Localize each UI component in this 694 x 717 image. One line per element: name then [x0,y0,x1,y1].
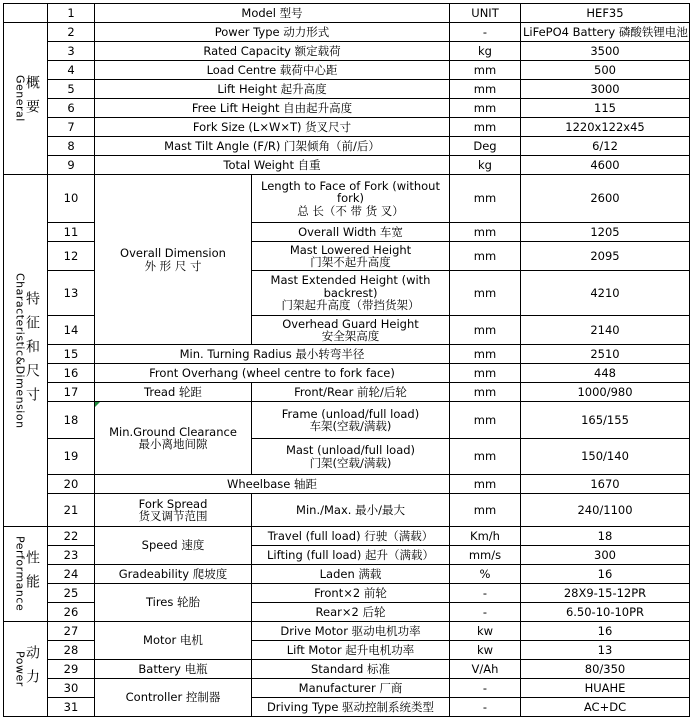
row-number: 5 [48,80,95,99]
row-number: 17 [48,383,95,402]
row-value: 500 [521,61,690,80]
row-label: Mast (unload/full load) 门架(空载/满载) [252,439,450,475]
row-unit: mm [450,118,521,137]
row-label: Standard 标准 [252,660,450,679]
table-row [4,679,690,698]
row-label: Wheelbase 轴距 [95,475,450,494]
row-number: 10 [48,175,95,223]
row-value: 28X9-15-12PR [521,584,690,603]
table-row [4,345,690,364]
table-row [4,61,690,80]
section-performance-en: Performance [13,536,27,612]
row-unit: mm [450,316,521,345]
row-value: 6/12 [521,137,690,156]
row-value: 13 [521,641,690,660]
row-number: 12 [48,242,95,271]
row-number: 18 [48,402,95,439]
table-row [4,80,690,99]
section-general-en: General [13,75,27,122]
table-row [4,156,690,175]
row-label: Manufacturer 厂商 [252,679,450,698]
row-value: 2095 [521,242,690,271]
row-number: 25 [48,584,95,603]
group-label-motor: Motor 电机 [95,622,252,660]
row-label: Power Type 动力形式 [95,23,450,42]
row-number: 21 [48,494,95,527]
row-label: Overall Width 车宽 [252,223,450,242]
row-label: Laden 满载 [252,565,450,584]
row-label: Frame (unload/full load) 车架(空载/满载) [252,402,450,439]
row-label: Front×2 前轮 [252,584,450,603]
row-value: AC+DC [521,698,690,717]
row-value: 165/155 [521,402,690,439]
row-label: Lift Motor 起升电机功率 [252,641,450,660]
row-unit: - [450,698,521,717]
row-value: 2140 [521,316,690,345]
row-value: 300 [521,546,690,565]
row-number: 16 [48,364,95,383]
row-number: 14 [48,316,95,345]
row-value: 240/1100 [521,494,690,527]
table-row [4,175,690,223]
table-row [4,565,690,584]
table-row [4,622,690,641]
row-value: 6.50-10-10PR [521,603,690,622]
row-unit: mm [450,383,521,402]
row-number: 8 [48,137,95,156]
row-number: 3 [48,42,95,61]
row-value: 16 [521,565,690,584]
row-number: 29 [48,660,95,679]
row-label: Min. Turning Radius 最小转弯半径 [95,345,450,364]
row-value: 1220x122x45 [521,118,690,137]
row-number: 9 [48,156,95,175]
section-power-en: Power [13,651,27,687]
row-unit: kg [450,156,521,175]
row-unit: mm [450,175,521,223]
row-unit: mm [450,494,521,527]
row-label: Mast Tilt Angle (F/R) 门架倾角（前/后） [95,137,450,156]
group-label-tires: Tires 轮胎 [95,584,252,622]
row-label: Lifting (full load) 起升（满载） [252,546,450,565]
row-label: Rated Capacity 额定载荷 [95,42,450,61]
model-value[interactable]: HEF35 [521,4,690,23]
section-general [4,23,48,175]
blank-cell [4,4,48,23]
row-number: 23 [48,546,95,565]
row-unit: Km/h [450,527,521,546]
group-label-controller: Controller 控制器 [95,679,252,717]
row-unit: mm [450,439,521,475]
row-number: 2 [48,23,95,42]
row-label: Travel (full load) 行驶（满载） [252,527,450,546]
row-label: Length to Face of Fork (without fork) 总 长（不 带 货 叉） [252,175,450,223]
table-row [4,383,690,402]
group-label-tread: Tread 轮距 [95,383,252,402]
group-label-overall-dimension: Overall Dimension 外 形 尺 寸 [95,175,252,345]
table-row [4,402,690,439]
section-general-cn: 概要 [24,74,40,123]
table-row [4,137,690,156]
row-number: 19 [48,439,95,475]
table-row [4,475,690,494]
group-label-battery: Battery 电瓶 [95,660,252,679]
section-performance-cn: 性能 [24,550,40,598]
row-value: 4600 [521,156,690,175]
row-number: 26 [48,603,95,622]
row-number: 15 [48,345,95,364]
row-unit: - [450,23,521,42]
row-label: Front Overhang (wheel centre to fork face) [95,364,450,383]
row-unit: kw [450,641,521,660]
table-row [4,42,690,61]
row-number: 1 [48,4,95,23]
row-unit: - [450,679,521,698]
table-row [4,118,690,137]
row-unit: mm [450,242,521,271]
row-number: 30 [48,679,95,698]
row-unit: mm [450,99,521,118]
row-value: 4210 [521,271,690,316]
table-row [4,584,690,603]
row-number: 22 [48,527,95,546]
row-unit: - [450,584,521,603]
row-number: 24 [48,565,95,584]
row-label: Rear×2 后轮 [252,603,450,622]
row-number: 6 [48,99,95,118]
row-label: Total Weight 自重 [95,156,450,175]
row-number: 13 [48,271,95,316]
row-unit: mm [450,402,521,439]
row-value: 2600 [521,175,690,223]
table-row [4,494,690,527]
row-label: Load Centre 载荷中心距 [95,61,450,80]
row-label: Lift Height 起升高度 [95,80,450,99]
table-row [4,527,690,546]
section-characteristic [4,175,48,527]
group-label-speed: Speed 速度 [95,527,252,565]
row-number: 7 [48,118,95,137]
row-value: 2510 [521,345,690,364]
section-performance [4,527,48,622]
row-value: 3000 [521,80,690,99]
group-label-gradeability: Gradeability 爬坡度 [95,565,252,584]
row-label: Min./Max. 最小/最大 [252,494,450,527]
row-value: 18 [521,527,690,546]
row-unit: mm [450,475,521,494]
section-characteristic-en: Characteristic&Dimension [13,272,27,429]
row-value: 1205 [521,223,690,242]
group-label-ground-clearance: Min.Ground Clearance 最小离地间隙 [95,402,252,475]
row-value: 115 [521,99,690,118]
row-value: 80/350 [521,660,690,679]
table-row [4,23,690,42]
row-number: 27 [48,622,95,641]
row-label: Fork Size (L×W×T) 货叉尺寸 [95,118,450,137]
row-value: 1670 [521,475,690,494]
row-number: 11 [48,223,95,242]
section-power-cn: 动力 [24,645,40,693]
section-power [4,622,48,717]
row-unit: mm [450,80,521,99]
section-characteristic-cn: 特征和尺寸 [24,290,40,411]
row-number: 4 [48,61,95,80]
row-unit: - [450,603,521,622]
row-unit: mm [450,345,521,364]
row-label: Mast Extended Height (with backrest) 门架起升高度（带挡货架） [252,271,450,316]
table-row [4,660,690,679]
table-row [4,99,690,118]
row-unit: V/Ah [450,660,521,679]
row-value: HUAHE [521,679,690,698]
row-value: 16 [521,622,690,641]
row-number: 31 [48,698,95,717]
row-unit: mm [450,61,521,80]
row-unit: mm [450,364,521,383]
row-unit: % [450,565,521,584]
row-unit: Deg [450,137,521,156]
row-label: Overhead Guard Height 安全架高度 [252,316,450,345]
row-label: Free Lift Height 自由起升高度 [95,99,450,118]
row-unit: mm [450,271,521,316]
row-label: Front/Rear 前轮/后轮 [252,383,450,402]
row-unit: kg [450,42,521,61]
group-label-fork-spread: Fork Spread 货叉调节范围 [95,494,252,527]
row-unit: mm/s [450,546,521,565]
spec-table [3,3,690,717]
row-value: 3500 [521,42,690,61]
row-value: 1000/980 [521,383,690,402]
unit-header: UNIT [450,4,521,23]
row-number: 20 [48,475,95,494]
row-label: Drive Motor 驱动电机功率 [252,622,450,641]
row-label: Model 型号 [95,4,450,23]
row-number: 28 [48,641,95,660]
row-unit: mm [450,223,521,242]
row-value: 448 [521,364,690,383]
table-row [4,4,690,23]
table-row [4,364,690,383]
row-label: Driving Type 驱动控制系统类型 [252,698,450,717]
row-unit: kw [450,622,521,641]
row-value: 150/140 [521,439,690,475]
row-label: Mast Lowered Height 门架不起升高度 [252,242,450,271]
row-value: LiFePO4 Battery 磷酸铁锂电池 [521,23,690,42]
